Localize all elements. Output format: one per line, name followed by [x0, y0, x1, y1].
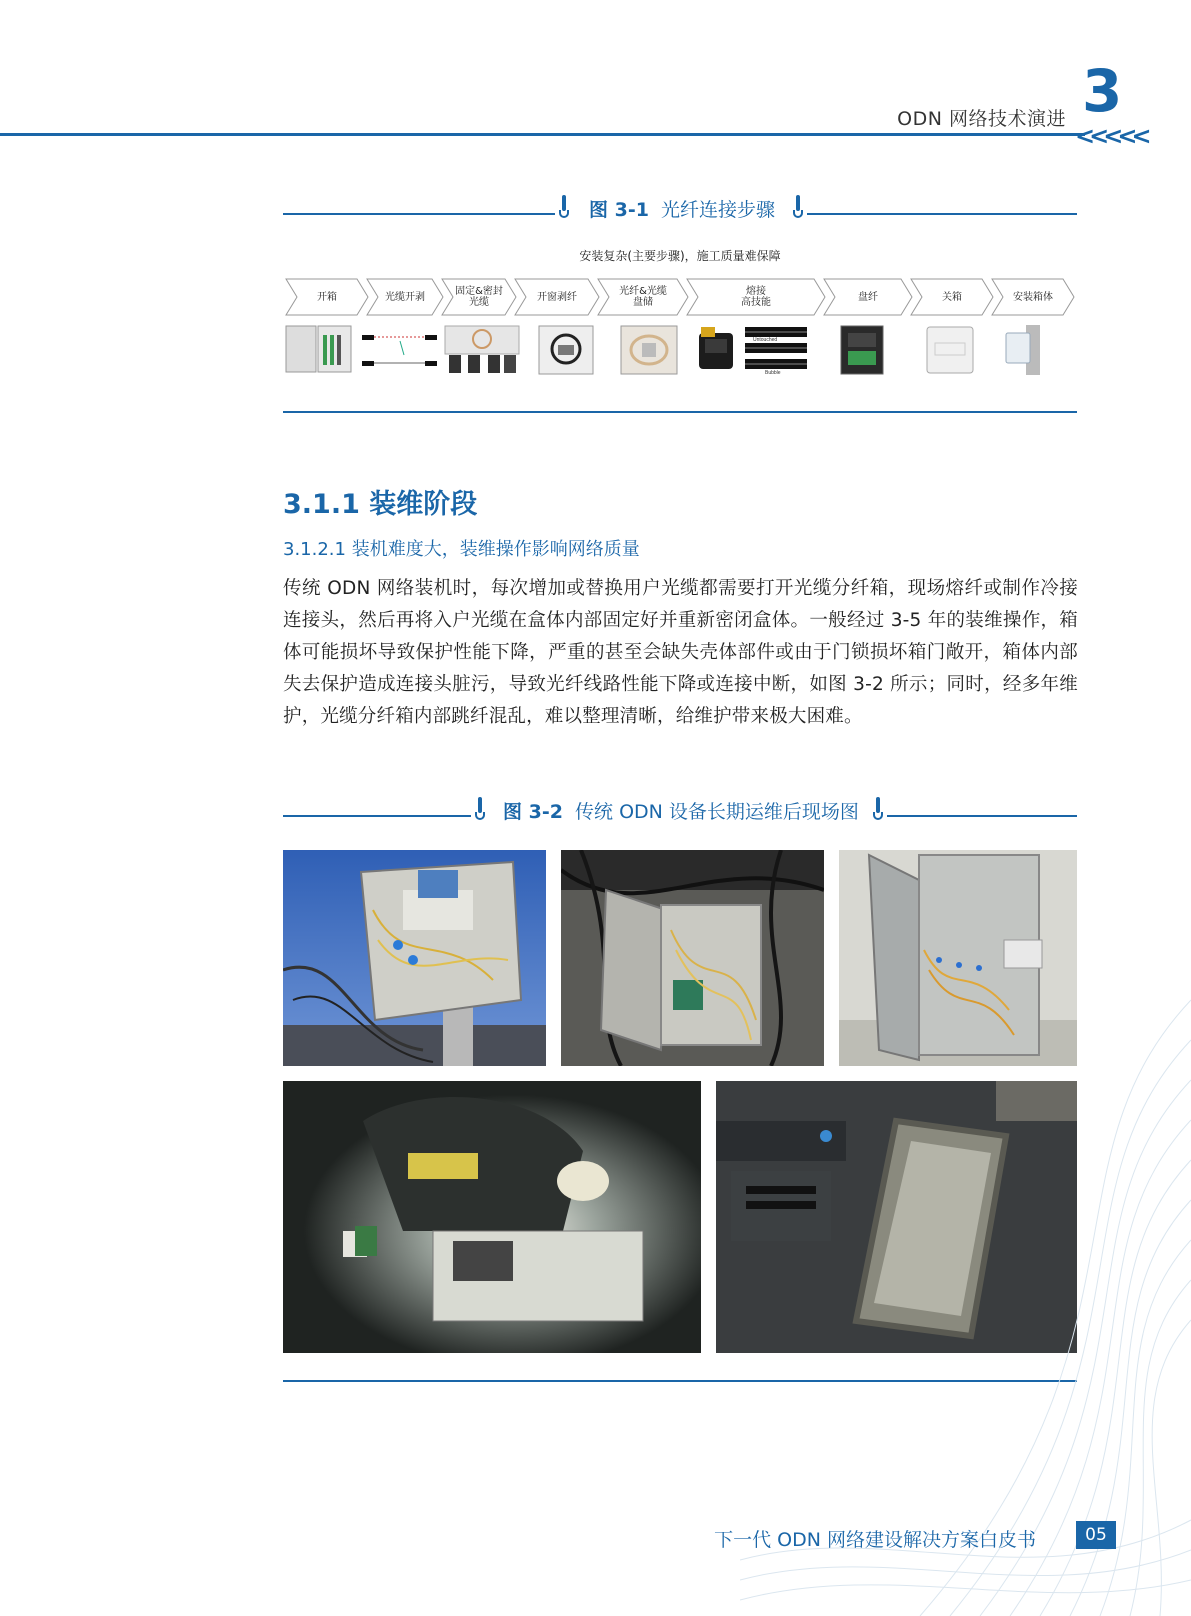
window-strip-image — [538, 325, 594, 375]
wave-decoration — [740, 960, 1191, 1616]
closed-box-image — [925, 325, 975, 375]
section-title: 3.1.1 装维阶段 — [283, 489, 478, 520]
installed-box-image — [1002, 325, 1044, 375]
photo-underground-repair — [283, 1081, 701, 1353]
untouched-label: Untouched — [753, 337, 778, 343]
step-open-box: 开箱 — [285, 278, 369, 316]
process-title: 安装复杂(主要步骤)，施工质量难保障 — [579, 249, 781, 263]
fiber-storage-image — [620, 325, 678, 375]
pin-icon — [559, 195, 569, 219]
coil-fiber-image — [840, 325, 884, 375]
subsection-title: 3.1.2.1 装机难度大，装维操作影响网络质量 — [283, 539, 640, 560]
header-rule — [0, 133, 1085, 136]
body-paragraph: 传统 ODN 网络装机时，每次增加或替换用户光缆都需要打开光缆分纤箱，现场熔纤或制作冷接连接头，然后再将入户光缆在盒体内部固定好并重新密闭盒体。一般经过 3-5 年的装维操作，箱体可能损坏导致保护性能下降，严重的甚至会缺失壳体部件或由于门锁损坏箱门敞开，箱体内部失去保护造成连接头脏污，导致光纤线路性能下降或连接中断，如图 3-2 所示；同时，经多年维护，光缆分纤箱内部跳纤混乱，难以整理清晰，给维护带来极大困难。 — [283, 578, 1078, 727]
figure1-title: 光纤连接步骤 — [661, 199, 776, 221]
figure1-bottom-rule — [283, 411, 1077, 413]
figure2-title: 传统 ODN 设备长期运维后现场图 — [575, 801, 859, 823]
step-fix-seal-cable: 固定&密封 光缆 — [441, 278, 517, 316]
chevron-left-icon: <<<<< — [1075, 122, 1146, 150]
fusion-splicer-image — [697, 325, 735, 375]
pin-icon — [475, 797, 485, 821]
open-box-image — [285, 325, 353, 375]
page-number: 05 — [1076, 1521, 1116, 1549]
step-cable-strip: 光缆开剥 — [366, 278, 444, 316]
cable-fix-image — [444, 325, 520, 375]
figure2-label: 图 3-2 — [503, 801, 563, 823]
figure1-caption — [283, 195, 1077, 225]
step-fiber-storage: 光纤&光缆 盘储 — [597, 278, 689, 316]
step-fusion-splice: 熔接 高技能 — [686, 278, 826, 316]
pin-icon — [873, 797, 883, 821]
cable-strip-diagram — [362, 325, 437, 375]
step-close-box: 关箱 — [910, 278, 994, 316]
footer-title: 下一代 ODN 网络建设解决方案白皮书 — [714, 1529, 1036, 1551]
header-title: ODN 网络技术演进 — [897, 108, 1066, 130]
chapter-number: 3 — [1082, 57, 1123, 125]
photo-pole-box — [283, 850, 546, 1066]
step-window-strip: 开窗剥纤 — [514, 278, 600, 316]
bubble-label: Bubble — [765, 370, 781, 375]
splice-comparison-image — [745, 325, 807, 375]
figure2-caption — [283, 797, 1077, 827]
pin-icon — [793, 195, 803, 219]
step-coil-fiber: 盘纤 — [823, 278, 913, 316]
figure1-label: 图 3-1 — [589, 199, 649, 221]
step-install-box: 安装箱体 — [991, 278, 1075, 316]
